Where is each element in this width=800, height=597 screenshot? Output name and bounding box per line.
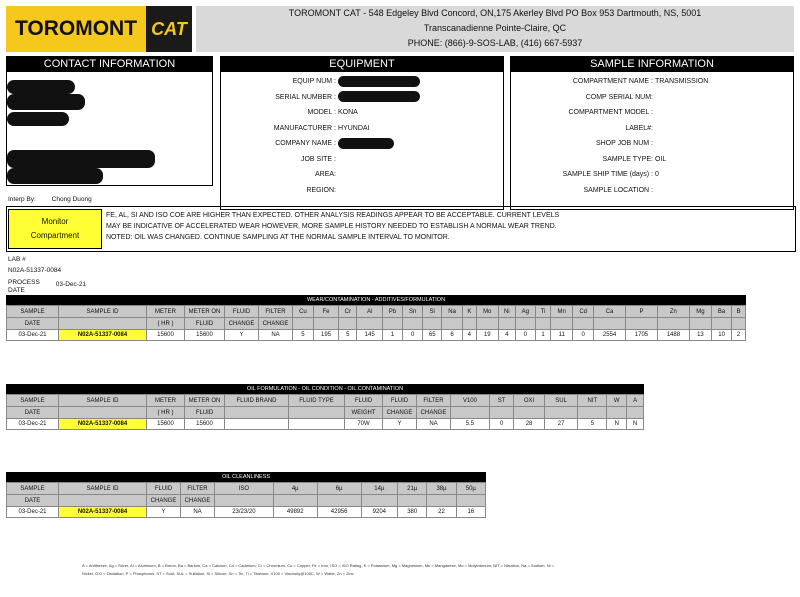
column-header: FLUID — [185, 318, 225, 330]
column-header: Na — [442, 306, 463, 318]
interp-by: Interp By: Chong Duong — [8, 196, 92, 203]
equipment-box — [220, 72, 504, 210]
column-header: FILTER — [181, 483, 215, 495]
table-cell: 5 — [339, 330, 357, 341]
contact-box — [6, 72, 213, 186]
table-cell: 0 — [573, 330, 594, 341]
column-header — [489, 407, 513, 419]
column-header: CHANGE — [259, 318, 293, 330]
sample-row: SAMPLE SHIP TIME (days) : 0 — [562, 171, 659, 178]
lab-number: N02A-51337-0084 — [8, 267, 62, 274]
table-cell: 65 — [423, 330, 442, 341]
table-header-row — [7, 495, 486, 507]
redacted-block — [338, 91, 420, 102]
lab-address-header — [196, 6, 794, 52]
column-header — [711, 318, 731, 330]
column-header — [442, 318, 463, 330]
column-header — [456, 495, 485, 507]
column-header: Ni — [498, 306, 515, 318]
column-header: FLUID TYPE — [289, 395, 345, 407]
status-badge: Monitor Compartment — [8, 209, 102, 249]
column-header: FLUID — [225, 306, 259, 318]
table-cell: 5 — [578, 419, 607, 430]
column-header — [732, 318, 746, 330]
column-header — [59, 495, 147, 507]
sample-row: LABEL#: — [625, 124, 653, 132]
column-header — [515, 318, 535, 330]
table-cell: 0 — [515, 330, 535, 341]
column-header: SAMPLE — [7, 483, 59, 495]
table-cell: NA — [417, 419, 451, 430]
column-header: Mg — [689, 306, 711, 318]
column-header: FILTER — [259, 306, 293, 318]
column-header: Cr — [339, 306, 357, 318]
column-header: ( HR ) — [147, 318, 185, 330]
table-row — [7, 507, 486, 518]
table-header-row — [7, 483, 486, 495]
cleanliness-table — [6, 482, 486, 518]
column-header: SAMPLE — [7, 395, 59, 407]
table-header-row — [7, 395, 644, 407]
table-header-row — [7, 318, 746, 330]
equip-row: MANUFACTURER : HYUNDAI — [273, 124, 370, 132]
column-header: Cu — [293, 306, 314, 318]
column-header: Si — [423, 306, 442, 318]
column-header: Ca — [594, 306, 626, 318]
table-cell: 9204 — [361, 507, 397, 518]
table-cell: N02A-51337-0084 — [59, 330, 147, 341]
column-header: CHANGE — [147, 495, 181, 507]
table-cell: NA — [181, 507, 215, 518]
column-header — [273, 495, 317, 507]
table-cell: 15600 — [185, 330, 225, 341]
table-cell: NA — [259, 330, 293, 341]
column-header — [59, 407, 147, 419]
column-header — [689, 318, 711, 330]
column-header: FLUID — [185, 407, 225, 419]
column-header: DATE — [7, 407, 59, 419]
column-header: SAMPLE ID — [59, 483, 147, 495]
column-header: METER ON — [185, 306, 225, 318]
column-header: A — [627, 395, 644, 407]
column-header — [627, 407, 644, 419]
sample-row: SHOP JOB NUM : — [595, 140, 653, 147]
column-header — [551, 318, 573, 330]
table-header-row — [7, 306, 746, 318]
column-header — [657, 318, 689, 330]
column-header — [423, 318, 442, 330]
wear-table — [6, 305, 746, 341]
column-header — [398, 495, 427, 507]
column-header: 38µ — [427, 483, 456, 495]
column-header: 6µ — [317, 483, 361, 495]
equip-row: COMPANY NAME : — [221, 136, 503, 152]
column-header — [293, 318, 314, 330]
table-cell: 19 — [476, 330, 498, 341]
column-header — [535, 318, 550, 330]
column-header: ISO — [215, 483, 274, 495]
equip-row: JOB SITE : — [300, 155, 336, 163]
column-header — [313, 318, 338, 330]
column-header — [514, 407, 545, 419]
column-header: ST — [489, 395, 513, 407]
column-header: SAMPLE — [7, 306, 59, 318]
column-header: DATE — [7, 318, 59, 330]
redacted-block — [7, 80, 75, 94]
column-header: FLUID — [383, 395, 417, 407]
column-header — [59, 318, 147, 330]
column-header: Al — [357, 306, 382, 318]
column-header: P — [626, 306, 658, 318]
table-cell: 27 — [544, 419, 578, 430]
column-header — [382, 318, 402, 330]
equipment-section — [220, 56, 504, 210]
table-cell: 145 — [357, 330, 382, 341]
legend-footer: A = Antifreeze, Ag = Silver, Al = Aluminum, B = Boron, Ba = Barium, Ca = Calcium, Cd = Cadmium, Cr = Chromium, Cu = Copper, Fe = Iron, ISO = ISO Rating, K = Potassium, Mg = Magnesium, Mn = Manganese, Mo = Molybdenum, NIT = Nitration, Na = Sodium, Ni = Nickel, OXI = Oxidation, P = Phosphorus, ST = Soot, SUL = Sulfation, Si = Silicon, Sn = Tin, Ti = Titanium, V100 = Viscosity@100C, W = Water, Zn = Zinc — [82, 563, 554, 576]
column-header: K — [462, 306, 476, 318]
table-cell: 15600 — [147, 330, 185, 341]
column-header — [498, 318, 515, 330]
sample-row: SAMPLE TYPE: OIL — [602, 155, 667, 163]
table-cell: 11 — [551, 330, 573, 341]
column-header — [476, 318, 498, 330]
column-header — [317, 495, 361, 507]
sample-row: SAMPLE LOCATION : — [583, 186, 653, 194]
column-header: Cd — [573, 306, 594, 318]
table-cell: 1705 — [626, 330, 658, 341]
table-cell: 28 — [514, 419, 545, 430]
column-header: Ba — [711, 306, 731, 318]
cleanliness-table-title: OIL CLEANLINESS — [6, 472, 486, 482]
equip-row: EQUIP NUM : — [221, 74, 503, 90]
oil-table-title: OIL FORMULATION - OIL CONDITION - OIL CONTAMINATION — [6, 384, 644, 394]
table-cell: 4 — [462, 330, 476, 341]
equip-row: AREA: — [314, 171, 336, 178]
oil-table-section — [6, 384, 644, 430]
table-cell: 15600 — [147, 419, 185, 430]
equipment-title: EQUIPMENT — [220, 56, 504, 72]
table-cell: Y — [383, 419, 417, 430]
toromont-logo: TOROMONT — [6, 6, 146, 52]
table-row — [7, 419, 644, 430]
column-header: CHANGE — [181, 495, 215, 507]
table-cell: N02A-51337-0084 — [59, 419, 147, 430]
table-cell: 1488 — [657, 330, 689, 341]
cleanliness-table-section — [6, 472, 486, 518]
column-header: Ag — [515, 306, 535, 318]
table-cell: 15600 — [185, 419, 225, 430]
redacted-block — [338, 138, 394, 149]
contact-section — [6, 56, 213, 186]
column-header: W — [607, 395, 627, 407]
table-cell: 2554 — [594, 330, 626, 341]
column-header — [626, 318, 658, 330]
column-header: SAMPLE ID — [59, 395, 147, 407]
column-header: METER — [147, 306, 185, 318]
redacted-block — [7, 112, 69, 126]
table-cell: 16 — [456, 507, 485, 518]
equip-row: REGION: — [306, 186, 336, 194]
table-cell: 1 — [382, 330, 402, 341]
table-cell: 23/23/20 — [215, 507, 274, 518]
equip-row: SERIAL NUMBER : — [221, 90, 503, 106]
column-header: 50µ — [456, 483, 485, 495]
interpretation-comment: FE, AL, SI AND ISO COE ARE HIGHER THAN EXPECTED. OTHER ANALYSIS READINGS APPEAR TO BE ACCEPTABLE. CURRENT LEVELS MAY BE INDICATIVE OF ACCELERATED WEAR HOWEVER, MORE SAMPLE HISTORY NEEDED TO ESTABLISH A NORMAL WEAR TREND. NOTED: OIL WAS CHANGED. CONTINUE SAMPLING AT THE NORMAL SAMPLE INTERVAL TO MONITOR. — [106, 212, 560, 241]
table-header-row — [7, 407, 644, 419]
column-header: Mn — [551, 306, 573, 318]
redacted-block — [338, 76, 420, 87]
table-cell: N — [627, 419, 644, 430]
column-header — [578, 407, 607, 419]
table-cell: N02A-51337-0084 — [59, 507, 147, 518]
cat-logo: CAT — [146, 6, 192, 52]
column-header: FLUID BRAND — [225, 395, 289, 407]
table-cell: 0 — [489, 419, 513, 430]
column-header — [361, 495, 397, 507]
lab-label: LAB # — [8, 256, 26, 263]
column-header: OXI — [514, 395, 545, 407]
column-header: CHANGE — [383, 407, 417, 419]
column-header: Ti — [535, 306, 550, 318]
table-cell: 6 — [442, 330, 463, 341]
table-cell: 10 — [711, 330, 731, 341]
column-header: Fe — [313, 306, 338, 318]
column-header: Mo — [476, 306, 498, 318]
column-header — [594, 318, 626, 330]
column-header: 14µ — [361, 483, 397, 495]
sample-row: COMP SERIAL NUM: — [585, 93, 653, 101]
column-header: CHANGE — [417, 407, 451, 419]
column-header — [544, 407, 578, 419]
table-cell: 03-Dec-21 — [7, 419, 59, 430]
column-header: CHANGE — [225, 318, 259, 330]
column-header: WEIGHT — [345, 407, 383, 419]
column-header — [427, 495, 456, 507]
table-cell: 13 — [689, 330, 711, 341]
table-cell: 22 — [427, 507, 456, 518]
table-cell: 2 — [732, 330, 746, 341]
sample-row: COMPARTMENT NAME : TRANSMISSION — [572, 78, 709, 85]
sample-info-section — [510, 56, 794, 210]
column-header — [451, 407, 490, 419]
column-header: Zn — [657, 306, 689, 318]
table-cell: Y — [225, 330, 259, 341]
column-header — [462, 318, 476, 330]
column-header — [403, 318, 423, 330]
column-header: 21µ — [398, 483, 427, 495]
column-header: B — [732, 306, 746, 318]
equip-row: MODEL : KONA — [307, 109, 358, 116]
table-cell: 5.5 — [451, 419, 490, 430]
column-header — [225, 407, 289, 419]
table-cell: 380 — [398, 507, 427, 518]
column-header: 4µ — [273, 483, 317, 495]
column-header: NIT — [578, 395, 607, 407]
column-header: Sn — [403, 306, 423, 318]
column-header: DATE — [7, 495, 59, 507]
column-header: V100 — [451, 395, 490, 407]
table-cell: 03-Dec-21 — [7, 507, 59, 518]
table-cell: 0 — [403, 330, 423, 341]
wear-table-title: WEAR/CONTAMINATION - ADDITIVES/FORMULATION — [6, 295, 746, 305]
sample-row: COMPARTMENT MODEL : — [568, 109, 653, 116]
table-cell: 03-Dec-21 — [7, 330, 59, 341]
column-header — [357, 318, 382, 330]
column-header: METER ON — [185, 395, 225, 407]
table-cell — [289, 419, 345, 430]
table-cell: 42956 — [317, 507, 361, 518]
lab-info: LAB # N02A-51337-0084 PROCESS DATE 03-Dec-21 — [8, 256, 87, 294]
column-header: ( HR ) — [147, 407, 185, 419]
column-header: FLUID — [147, 483, 181, 495]
table-cell: 195 — [313, 330, 338, 341]
phone-line: PHONE: (866)-9-SOS-LAB, (416) 667-5937 — [407, 38, 583, 48]
process-date: 03-Dec-21 — [55, 281, 87, 288]
table-cell: Y — [147, 507, 181, 518]
column-header: SAMPLE ID — [59, 306, 147, 318]
contact-title: CONTACT INFORMATION — [6, 56, 213, 72]
column-header — [289, 407, 345, 419]
redacted-block — [7, 94, 85, 110]
column-header: FLUID — [345, 395, 383, 407]
sample-info-box — [510, 72, 794, 210]
table-cell: N — [607, 419, 627, 430]
wear-table-section — [6, 295, 746, 341]
table-cell: 49892 — [273, 507, 317, 518]
address-line-1: TOROMONT CAT - 548 Edgeley Blvd Concord, ON,175 Akerley Blvd PO Box 953 Dartmouth, NS, 5001 — [288, 8, 702, 18]
column-header — [215, 495, 274, 507]
table-cell — [225, 419, 289, 430]
table-cell: 4 — [498, 330, 515, 341]
redacted-block — [7, 150, 155, 168]
table-cell: 1 — [535, 330, 550, 341]
address-line-2: Transcanadienne Pointe-Claire, QC — [423, 23, 567, 33]
column-header: METER — [147, 395, 185, 407]
table-cell: 5 — [293, 330, 314, 341]
column-header — [573, 318, 594, 330]
sample-info-title: SAMPLE INFORMATION — [510, 56, 794, 72]
column-header — [339, 318, 357, 330]
table-row — [7, 330, 746, 341]
column-header: FILTER — [417, 395, 451, 407]
column-header — [607, 407, 627, 419]
table-cell: 70W — [345, 419, 383, 430]
column-header: SUL — [544, 395, 578, 407]
oil-table — [6, 394, 644, 430]
column-header: Pb — [382, 306, 402, 318]
redacted-block — [7, 168, 103, 184]
